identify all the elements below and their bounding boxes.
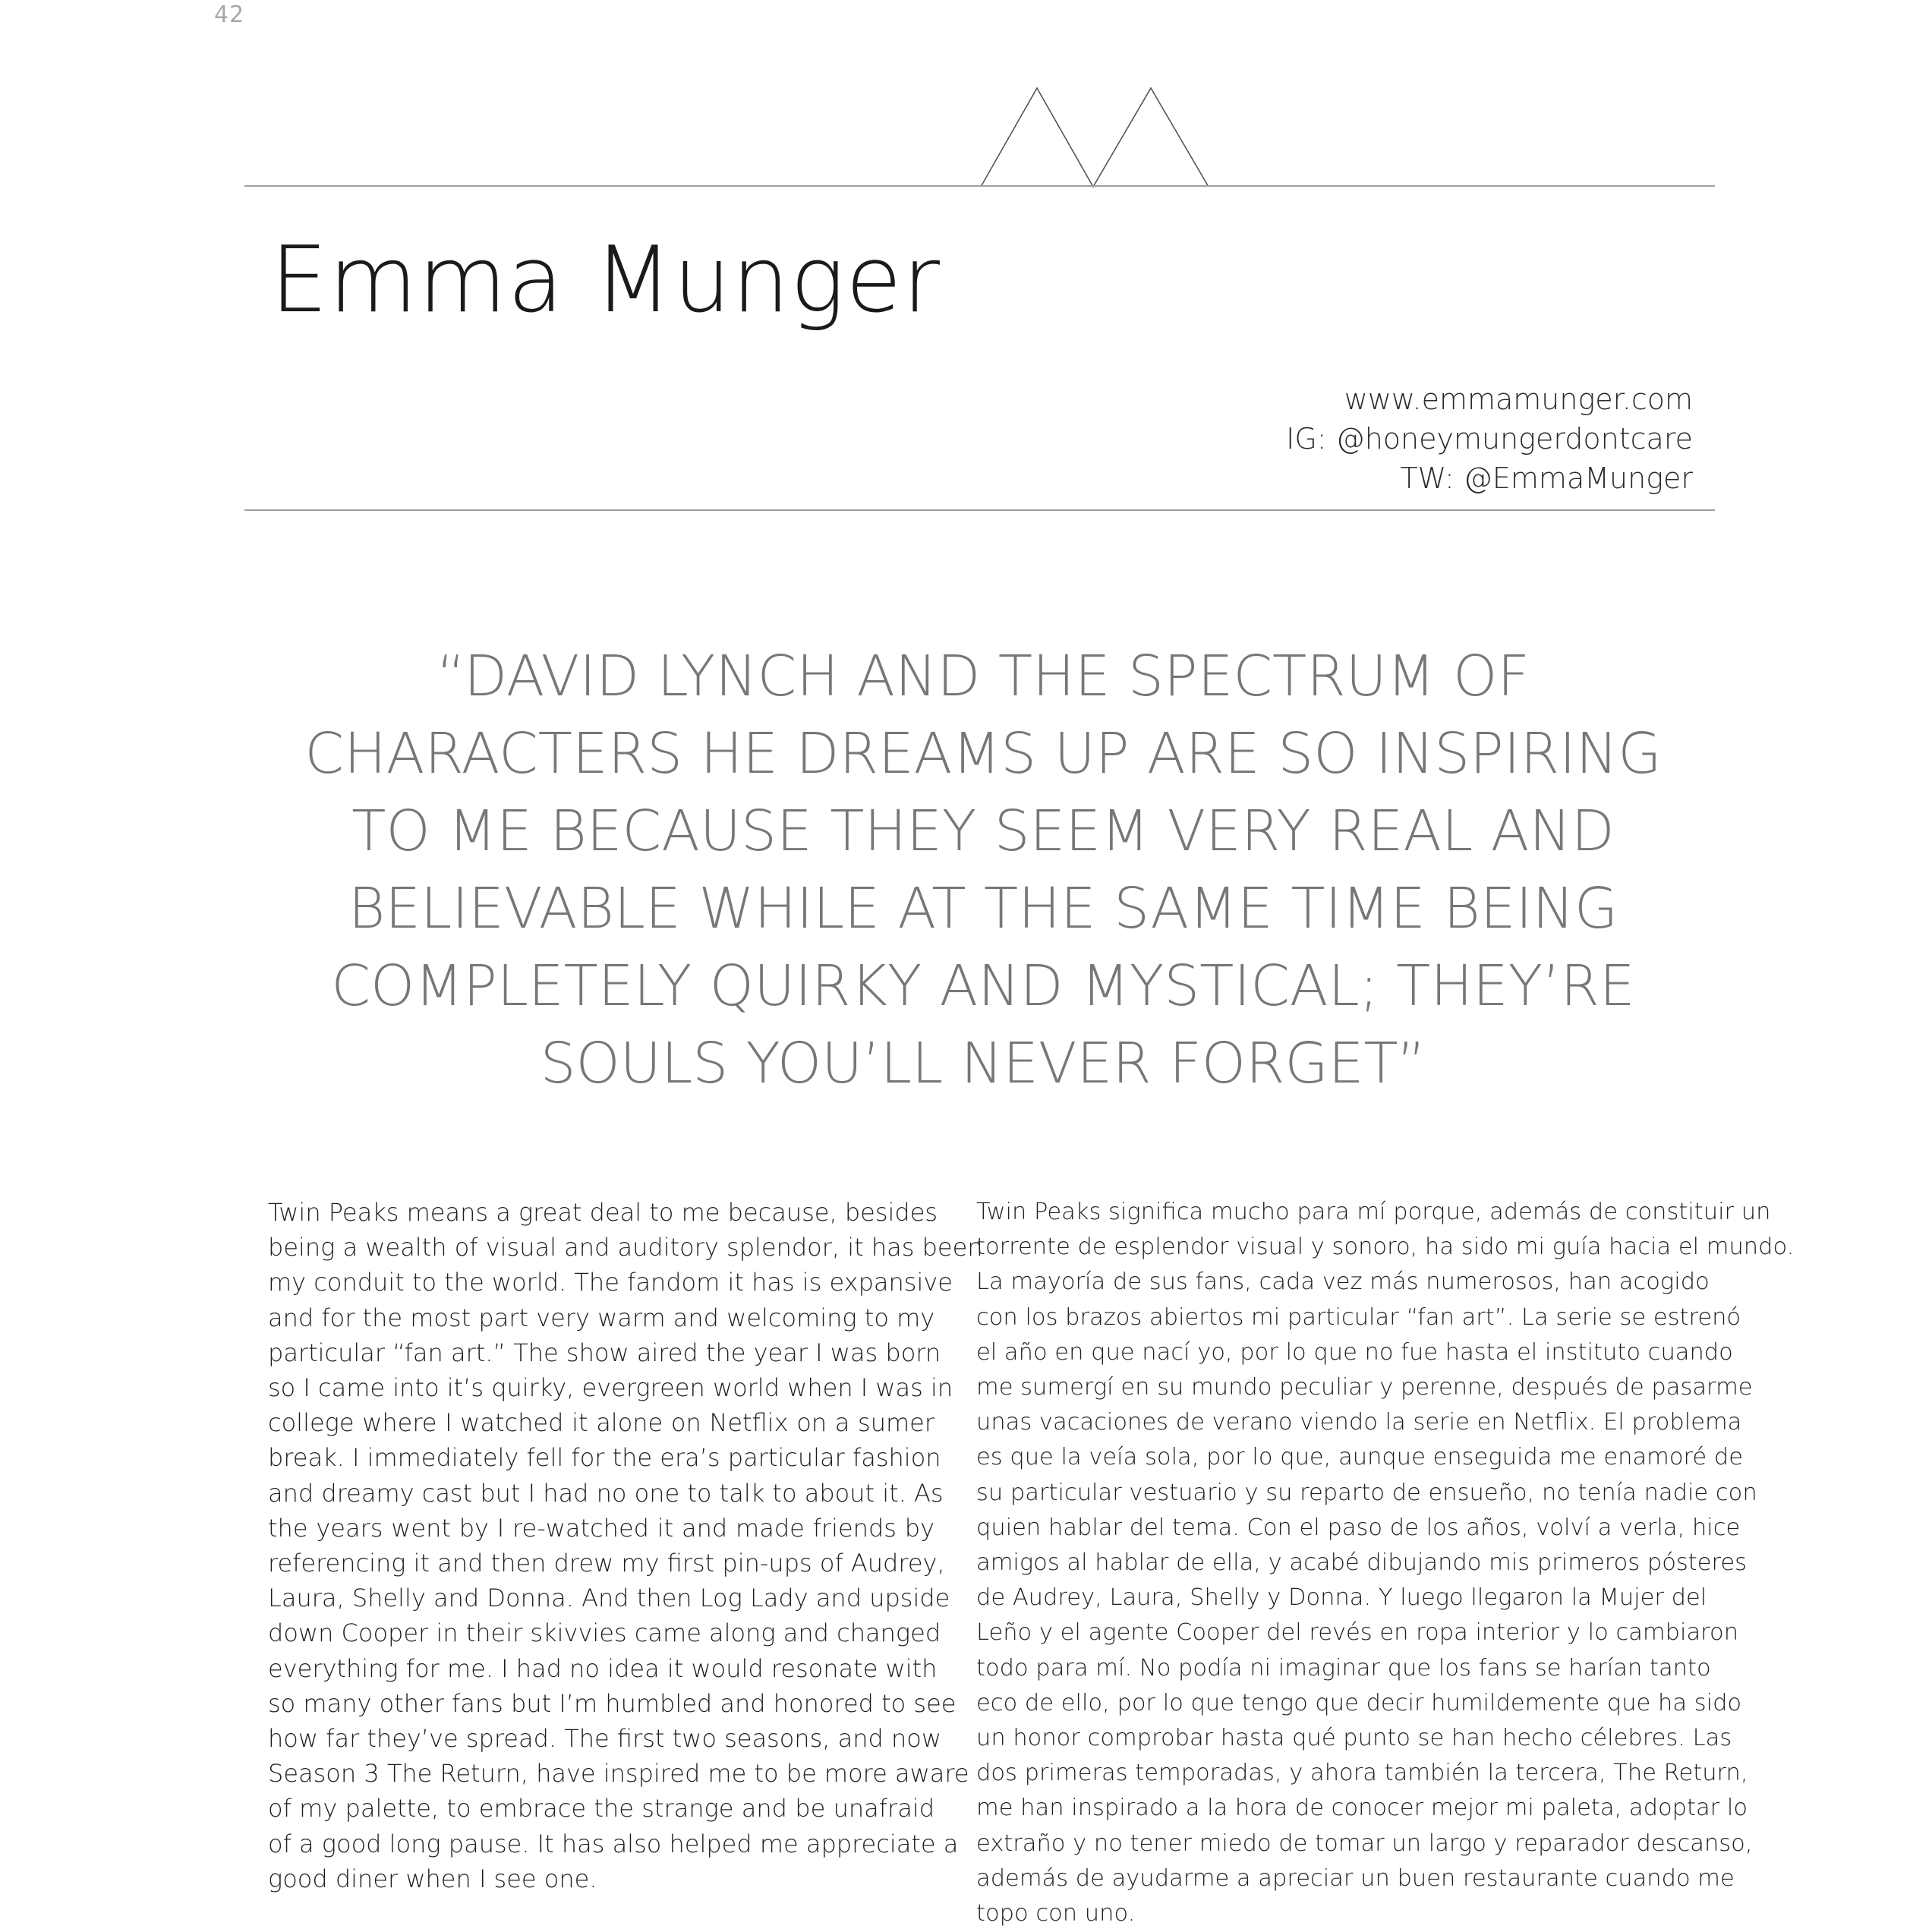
- body-line: particular “fan art.” The show aired the year I was born: [268, 1338, 941, 1367]
- body-line: the years went by I re-watched it and made friends by: [268, 1513, 934, 1543]
- body-line: eco de ello, por lo que tengo que decir humildemente que ha sido: [976, 1689, 1742, 1716]
- body-line: and for the most part very warm and welcoming to my: [268, 1303, 935, 1332]
- quote-line: COMPLETELY QUIRKY AND MYSTICAL; THEY’RE: [331, 953, 1635, 1019]
- english-body-column: [268, 1195, 983, 1896]
- body-line: Leño y el agente Cooper del revés en ropa interior y lo cambiaron: [976, 1619, 1739, 1647]
- body-line: quien hablar del tema. Con el paso de los años, volví a verla, hice: [976, 1514, 1741, 1541]
- body-line: de Audrey, Laura, Shelly y Donna. Y luego llegaron la Mujer del: [976, 1584, 1707, 1612]
- body-line: of my palette, to embrace the strange and be unafraid: [268, 1794, 934, 1823]
- body-line: and dreamy cast but I had no one to talk to about it. As: [268, 1478, 944, 1508]
- body-line: unas vacaciones de verano viendo la serie en Netflix. El problema: [976, 1409, 1742, 1436]
- quote-line: SOULS YOU’LL NEVER FORGET”: [540, 1031, 1426, 1096]
- body-line: es que la veía sola, por lo que, aunque enseguida me enamoré de: [976, 1444, 1743, 1471]
- body-line: referencing it and then drew my first pin-ups of Audrey,: [268, 1549, 945, 1578]
- mountain-peaks-icon: [979, 85, 1212, 188]
- pull-quote: [251, 638, 1716, 1102]
- artist-name-title: Emma Munger: [270, 228, 941, 333]
- body-line: me han inspirado a la hora de conocer mejor mi paleta, adoptar lo: [976, 1795, 1748, 1822]
- body-line: break. I immediately fell for the era’s particular fashion: [268, 1443, 941, 1473]
- top-divider: [244, 185, 1715, 187]
- body-line: good diner when I see one.: [268, 1864, 597, 1893]
- quote-line: “DAVID LYNCH AND THE SPECTRUM OF: [437, 644, 1530, 709]
- body-line: un honor comprobar hasta qué punto se han hecho célebres. Las: [976, 1725, 1732, 1752]
- body-line: so I came into it’s quirky, evergreen world when I was in: [268, 1373, 953, 1403]
- quote-line: TO ME BECAUSE THEY SEEM VERY REAL AND: [351, 799, 1615, 864]
- body-line: amigos al hablar de ella, y acabé dibujando mis primeros pósteres: [976, 1549, 1748, 1577]
- body-line: of a good long pause. It has also helped me appreciate a: [268, 1829, 959, 1858]
- body-line: su particular vestuario y su reparto de ensueño, no tenía nadie con: [976, 1479, 1757, 1506]
- body-line: extraño y no tener miedo de tomar un largo y reparador descanso,: [976, 1830, 1753, 1857]
- body-line: el año en que nací yo, por lo que no fue hasta el instituto cuando: [976, 1338, 1733, 1366]
- twitter-handle[interactable]: TW: @EmmaMunger: [1400, 462, 1693, 495]
- quote-line: CHARACTERS HE DREAMS UP ARE SO INSPIRING: [304, 721, 1662, 786]
- body-line: torrente de esplendor visual y sonoro, ha sido mi guía hacia el mundo.: [976, 1234, 1795, 1261]
- spanish-body-column: [976, 1195, 1795, 1931]
- body-line: con los brazos abiertos mi particular “fan art”. La serie se estrenó: [976, 1303, 1741, 1331]
- body-line: dos primeras temporadas, y ahora también la tercera, The Return,: [976, 1760, 1748, 1787]
- body-line: La mayoría de sus fans, cada vez más numerosos, han acogido: [976, 1269, 1710, 1296]
- body-line: being a wealth of visual and auditory splendor, it has been: [268, 1233, 983, 1262]
- body-line: me sumergí en su mundo peculiar y perenne, después de pasarme: [976, 1374, 1753, 1401]
- page-number: 42: [214, 2, 245, 28]
- body-line: my conduit to the world. The fandom it has is expansive: [268, 1268, 953, 1297]
- contact-block: [1286, 380, 1693, 498]
- body-line: Laura, Shelly and Donna. And then Log Lady and upside: [268, 1584, 950, 1613]
- quote-line: BELIEVABLE WHILE AT THE SAME TIME BEING: [348, 876, 1618, 941]
- body-line: Twin Peaks means a great deal to me because, besides: [268, 1198, 938, 1227]
- body-line: Twin Peaks significa mucho para mí porque, además de constituir un: [976, 1199, 1771, 1225]
- body-line: Season 3 The Return, have inspired me to be more aware: [268, 1759, 969, 1789]
- body-line: how far they’ve spread. The first two seasons, and now: [268, 1724, 941, 1754]
- body-line: everything for me. I had no idea it would resonate with: [268, 1653, 938, 1683]
- body-line: todo para mí. No podía ni imaginar que los fans se harían tanto: [976, 1654, 1711, 1681]
- body-line: college where I watched it alone on Netflix on a sumer: [268, 1408, 934, 1438]
- body-line: so many other fans but I’m humbled and honored to see: [268, 1688, 957, 1718]
- body-line: down Cooper in their skivvies came along and changed: [268, 1618, 941, 1648]
- instagram-handle[interactable]: IG: @honeymungerdontcare: [1286, 422, 1693, 455]
- body-line: además de ayudarme a apreciar un buen restaurante cuando me: [976, 1864, 1735, 1892]
- contact-divider: [244, 509, 1715, 511]
- website-link[interactable]: www.emmamunger.com: [1344, 383, 1693, 416]
- body-line: topo con uno.: [976, 1900, 1136, 1927]
